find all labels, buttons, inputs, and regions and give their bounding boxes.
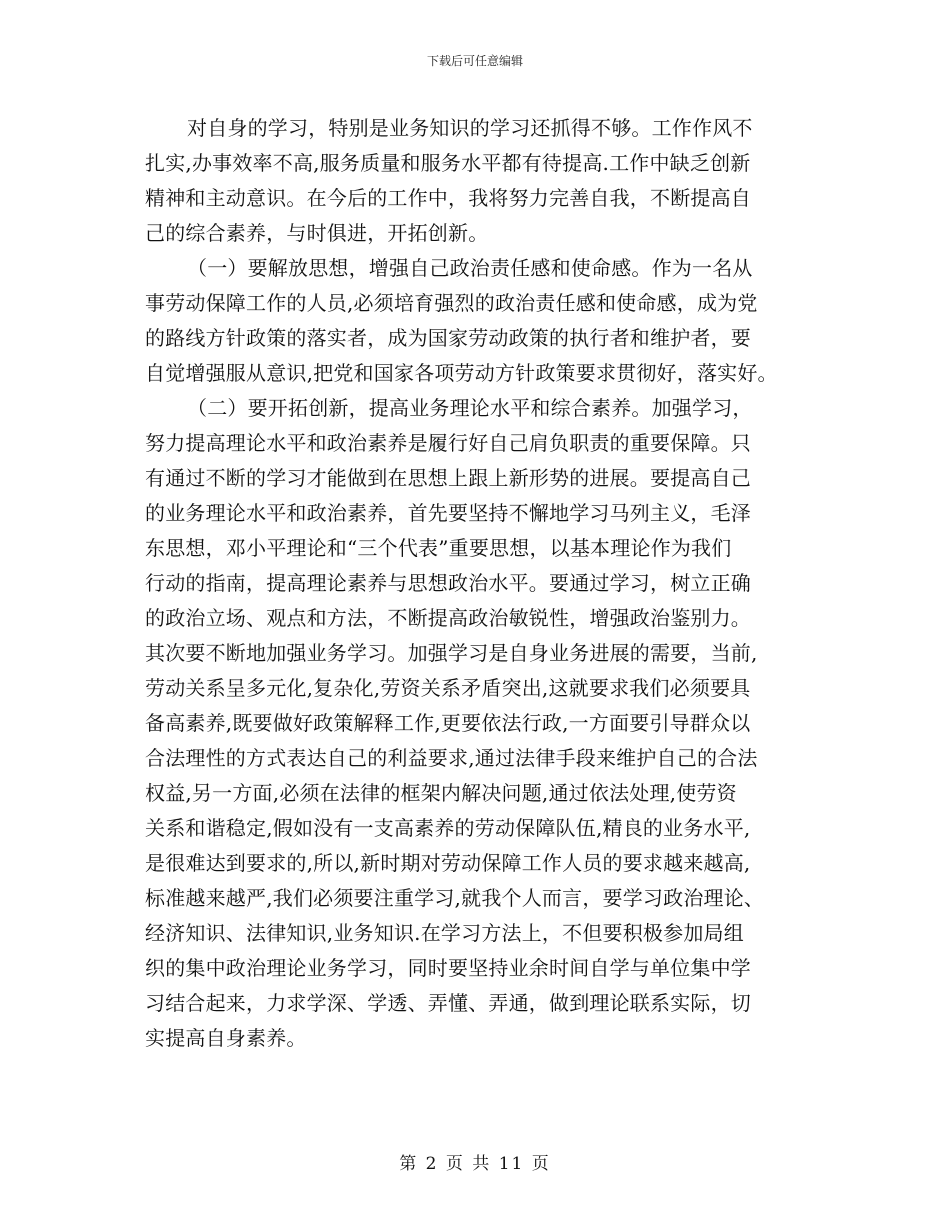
page-header: 下载后可任意编辑: [426, 54, 523, 68]
text-line: 的业务理论水平和政治素养，首先要坚持不懈地学习马列主义，毛泽: [145, 501, 751, 525]
text-line: 己的综合素养，与时俱进，开拓创新。: [145, 221, 489, 245]
text-line: 的路线方针政策的落实者，成为国家劳动政策的执行者和维护者，要: [145, 326, 751, 350]
text-line: 权益,另一方面,必须在法律的框架内解决问题,通过依法处理,使劳资: [145, 781, 737, 805]
page-number-footer: 第 2 页 共 11 页: [399, 1154, 551, 1174]
text-line: 对自身的学习，特别是业务知识的学习还抓得不够。工作作风不: [187, 116, 753, 140]
text-line: 备高素养,既要做好政策解释工作,更要依法行政,一方面要引导群众以: [145, 711, 751, 735]
text-line: （一）要解放思想，增强自己政治责任感和使命感。作为一名从: [187, 256, 753, 280]
text-line: 关系和谐稳定,假如没有一支高素养的劳动保障队伍,精良的业务水平,: [145, 816, 751, 840]
text-line: 自觉增强服从意识,把党和国家各项劳动方针政策要求贯彻好，落实好。: [145, 361, 778, 385]
text-line: 是很难达到要求的,所以,新时期对劳动保障工作人员的要求越来越高,: [145, 851, 751, 875]
text-line: 精神和主动意识。在今后的工作中，我将努力完善自我，不断提高自: [145, 186, 751, 210]
text-line: 习结合起来，力求学深、学透、弄懂、弄通，做到理论联系实际，切: [145, 991, 751, 1015]
text-line: 事劳动保障工作的人员,必须培育强烈的政治责任感和使命感，成为党: [145, 291, 758, 315]
text-line: 扎实,办事效率不高,服务质量和服务水平都有待提高.工作中缺乏创新: [145, 151, 751, 175]
text-line: 东思想，邓小平理论和“三个代表”重要思想，以基本理论作为我们: [145, 536, 732, 560]
text-line: 实提高自身素养。: [145, 1026, 307, 1050]
text-line: 标准越来越严,我们必须要注重学习,就我个人而言，要学习政治理论、: [145, 886, 765, 910]
text-line: 合法理性的方式表达自己的利益要求,通过法律手段来维护自己的合法: [145, 746, 758, 770]
text-line: （二）要开拓创新，提高业务理论水平和综合素养。加强学习，: [187, 396, 753, 420]
text-line: 织的集中政治理论业务学习，同时要坚持业余时间自学与单位集中学: [145, 956, 751, 980]
text-line: 努力提高理论水平和政治素养是履行好自己肩负职责的重要保障。只: [145, 431, 751, 455]
text-line: 的政治立场、观点和方法，不断提高政治敏锐性，增强政治鉴别力。: [145, 606, 751, 630]
text-line: 劳动关系呈多元化,复杂化,劳资关系矛盾突出,这就要求我们必须要具: [145, 676, 751, 700]
document-body: [145, 111, 805, 1056]
text-line: 其次要不断地加强业务学习。加强学习是自身业务进展的需要，当前,: [145, 641, 758, 665]
text-line: 有通过不断的学习才能做到在思想上跟上新形势的进展。要提高自己: [145, 466, 751, 490]
text-line: 经济知识、法律知识,业务知识.在学习方法上，不但要积极参加局组: [145, 921, 744, 945]
text-line: 行动的指南，提高理论素养与思想政治水平。要通过学习，树立正确: [145, 571, 751, 595]
